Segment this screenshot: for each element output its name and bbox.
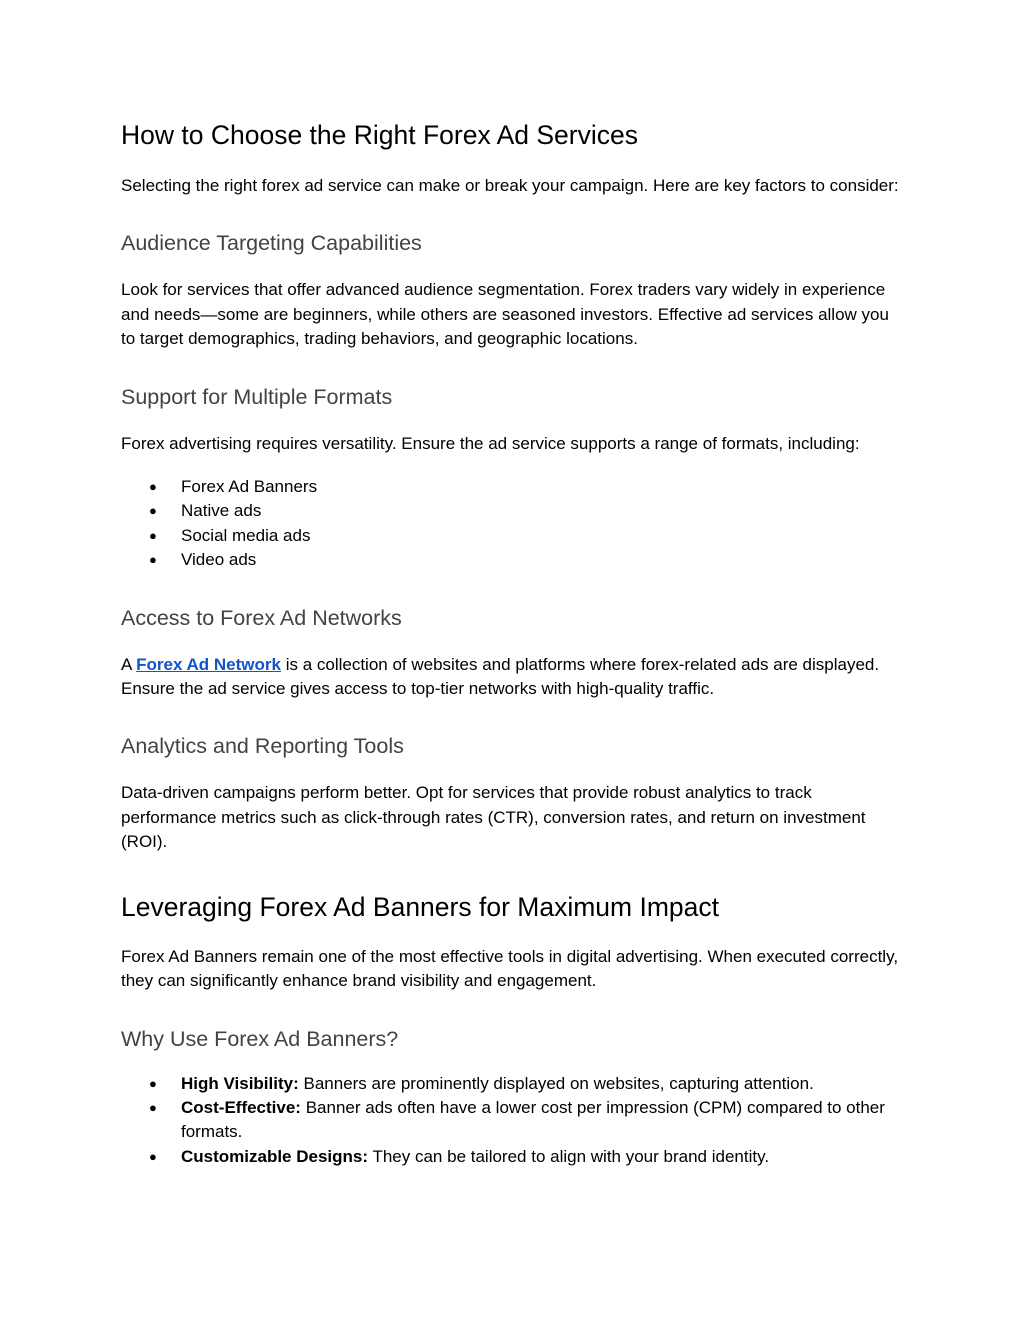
list-item-text: Native ads (181, 501, 262, 521)
list-item-text: Banners are prominently displayed on websites, capturing attention. (298, 1073, 814, 1093)
paragraph-leveraging-banners: Forex Ad Banners remain one of the most effective tools in digital advertising. When executed correctly, they can significantly enhance brand visibility and engagement. (121, 946, 899, 991)
heading-audience-targeting: Audience Targeting Capabilities (121, 231, 422, 256)
heading-analytics: Analytics and Reporting Tools (121, 734, 404, 759)
paragraph-multiple-formats: Forex advertising requires versatility. Ensure the ad service supports a range of formats, including: (121, 433, 860, 453)
heading-ad-networks: Access to Forex Ad Networks (121, 605, 402, 630)
bullet-icon: ● (149, 527, 157, 543)
section-title-leveraging-banners: Leveraging Forex Ad Banners for Maximum Impact (121, 891, 719, 922)
list-item-term: High Visibility: (181, 1073, 299, 1093)
list-item (121, 1072, 905, 1096)
paragraph-analytics: Data-driven campaigns perform better. Opt for services that provide robust analytics to track performance metrics such as click-through rates (CTR), conversion rates, and return on investment (ROI). (121, 783, 866, 852)
bullet-icon: ● (149, 552, 157, 568)
bullet-icon: ● (149, 479, 157, 495)
list-item-term: Customizable Designs: (181, 1146, 369, 1166)
list-item-text: Social media ads (181, 525, 311, 545)
list-item-text: Video ads (181, 550, 257, 570)
list-item-text: Banner ads often have a lower cost per impression (CPM) compared to other formats. (181, 1097, 885, 1142)
heading-multiple-formats: Support for Multiple Formats (121, 384, 393, 409)
list-item-text: They can be tailored to align with your brand identity. (368, 1146, 770, 1166)
forex-ad-network-link[interactable]: Forex Ad Network (136, 654, 281, 674)
list-item (121, 548, 905, 572)
section-intro-paragraph: Selecting the right forex ad service can make or break your campaign. Here are key factors to consider: (121, 176, 899, 195)
bullet-icon: ● (149, 1075, 157, 1091)
bullet-icon: ● (149, 1148, 157, 1164)
why-banners-list (121, 1072, 905, 1170)
list-item (121, 1145, 905, 1169)
list-item (121, 524, 905, 548)
paragraph-audience-targeting: Look for services that offer advanced audience segmentation. Forex traders vary widely in experience and needs—some are beginners, while others are seasoned investors. Effective ad services allow you to target demographics, trading behaviors, and geographic locations. (121, 280, 889, 349)
section-title-choose-services: How to Choose the Right Forex Ad Services (121, 120, 638, 150)
list-item (121, 1096, 905, 1145)
list-item-term: Cost-Effective: (181, 1097, 301, 1117)
formats-list (121, 475, 905, 573)
list-item (121, 475, 905, 499)
paragraph-text: is a collection of websites and platforms where forex-related ads are displayed. Ensure the ad service gives access to top-tier networks with high-quality traffic. (121, 654, 880, 699)
list-item-text: Forex Ad Banners (181, 477, 318, 497)
paragraph-ad-networks (121, 653, 905, 702)
bullet-icon: ● (149, 1099, 157, 1115)
heading-why-banners: Why Use Forex Ad Banners? (121, 1026, 399, 1051)
list-item (121, 499, 905, 523)
paragraph-text: A (121, 654, 137, 674)
document-content (121, 117, 905, 1169)
bullet-icon: ● (149, 503, 157, 519)
